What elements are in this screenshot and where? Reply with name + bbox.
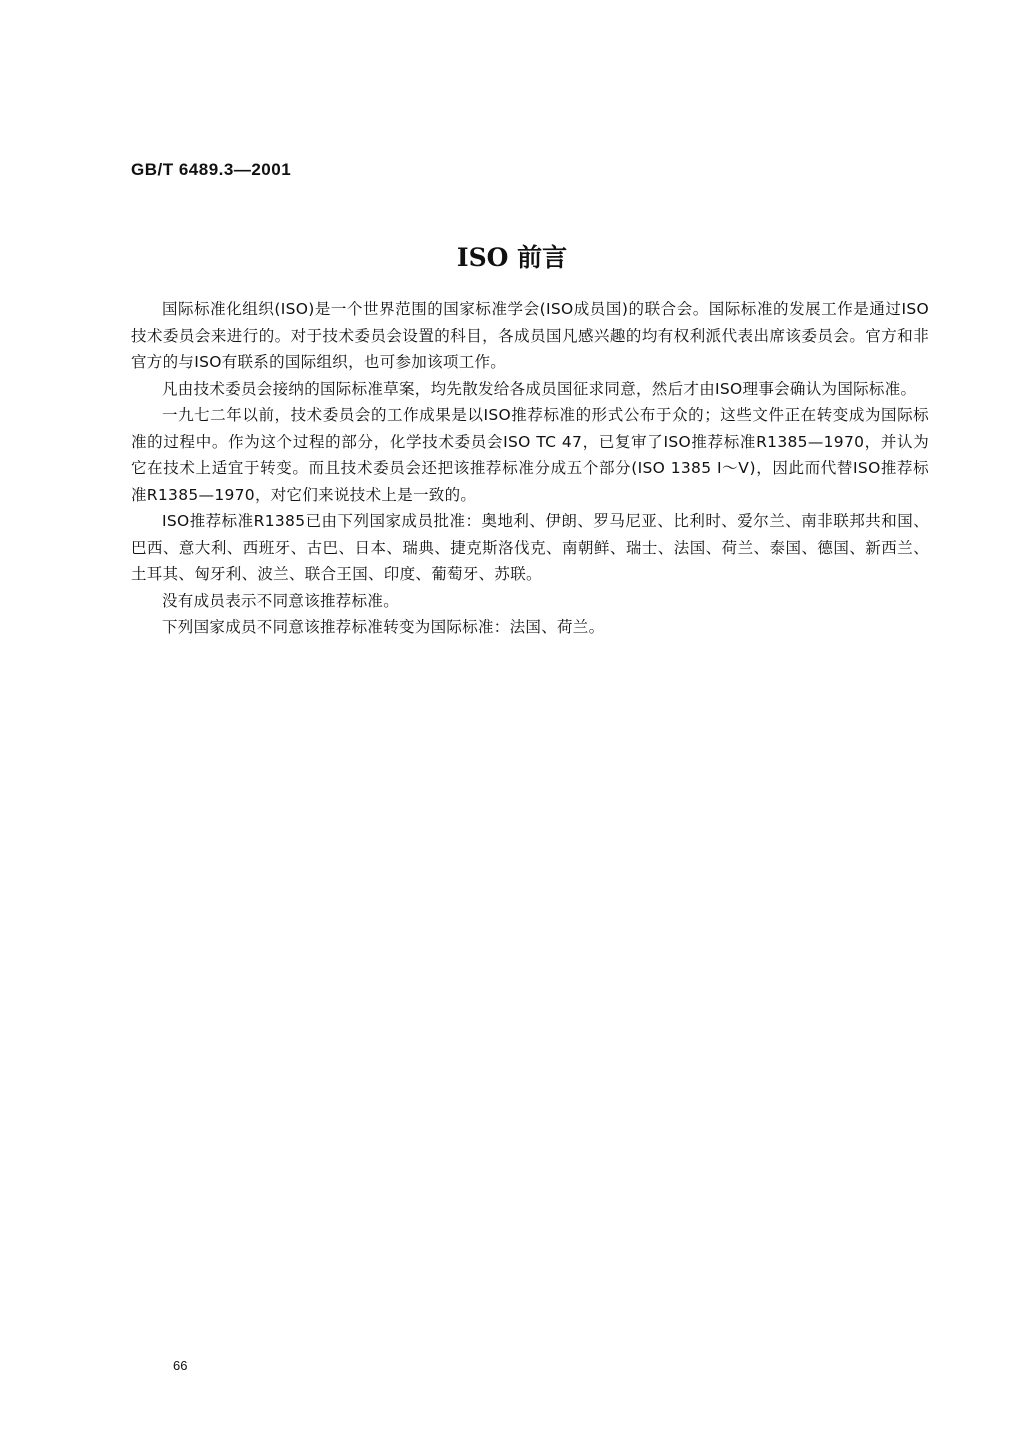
standard-number: GB/T 6489.3—2001 xyxy=(131,160,292,179)
paragraph: ISO推荐标准R1385已由下列国家成员批准：奥地利、伊朗、罗马尼亚、比利时、爱尔兰、南非联邦共和国、巴西、意大利、西班牙、古巴、日本、瑞典、捷克斯洛伐克、南朝鲜、瑞士、法国、荷兰、泰国、德国、新西兰、土耳其、匈牙利、波兰、联合王国、印度、葡萄牙、苏联。 xyxy=(131,512,929,583)
document-body xyxy=(131,296,929,641)
paragraph: 没有成员表示不同意该推荐标准。 xyxy=(162,591,400,610)
paragraph: 一九七二年以前，技术委员会的工作成果是以ISO推荐标准的形式公布于众的；这些文件正在转变成为国际标准的过程中。作为这个过程的部分，化学技术委员会ISO TC 47，已复审了ISO推荐标准R1385—1970，并认为它在技术上适宜于转变。而且技术委员会还把该推荐标准分成五个部分(ISO 1385 Ⅰ～Ⅴ)，因此而代替ISO推荐标准R1385—1970，对它们来说技术上是一致的。 xyxy=(131,406,929,504)
paragraph: 下列国家成员不同意该推荐标准转变为国际标准：法国、荷兰。 xyxy=(162,618,605,636)
paragraph: 凡由技术委员会接纳的国际标准草案，均先散发给各成员国征求同意，然后才由ISO理事会确认为国际标准。 xyxy=(162,379,917,398)
page-number: 66 xyxy=(173,1358,188,1373)
page-title: ISO 前言 xyxy=(456,243,568,272)
paragraph: 国际标准化组织(ISO)是一个世界范围的国家标准学会(ISO成员国)的联合会。国际标准的发展工作是通过ISO技术委员会来进行的。对于技术委员会设置的科目，各成员国凡感兴趣的均有权利派代表出席该委员会。官方和非官方的与ISO有联系的国际组织，也可参加该项工作。 xyxy=(131,300,929,371)
